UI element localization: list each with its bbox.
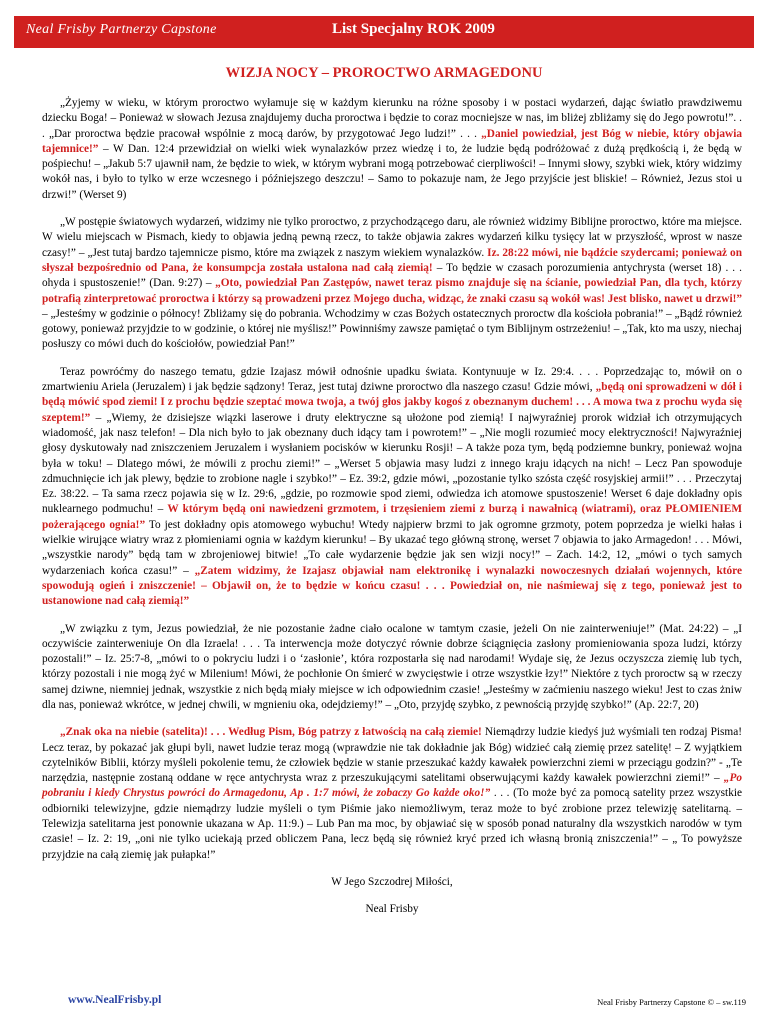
p5-text-b: Niemądrzy ludzie kiedyś już wyśmiali ten rodzaj Pisma! Lecz teraz, by pokazać jak głupi byli, nawet ludzie teraz mogą (wprawdzie nie tak dokładnie jak Bóg) widzieć całą ziemię przez satelitę! – Z wyjątkiem czytelników Biblii, którzy myśleli pokolenie temu, że człowiek będzie w stanie przeszukać każdy kawałek powierzchni ziemi w przeciągu godzin?” - „Te narzędzia, następnie zostaną oddane w ręce antychrysta wraz z przeszukującymi satelitami obserwującymi każdy kawałek powierzchni ziemi!” – — [42, 726, 742, 785]
p2-highlight-1: Iz. 28:22 mówi, nie bądźcie szydercami; ponieważ on słyszał bezpośrednio od Pana, że konsumpcja została ustalona nad całą ziemią! — [42, 246, 742, 274]
p2-text-c: – To będzie w czasach porozumienia antychrysta (werset 18) . . . ohyda i spustoszenie!” (Dan. 9:27) – — [42, 261, 742, 290]
paragraph-1 — [42, 96, 742, 203]
p5-highlight-2: „Po pobraniu i kiedy Chrystus powróci do Armagedonu, Ap . 1:7 mówi, że zobaczy Go każde oko!” — [42, 772, 742, 800]
p3-text-a: Teraz powróćmy do naszego tematu, gdzie Izajasz mówił odnośnie upadku świata. Kontynuuje w Iz. 29:4. . . . Poprzedzając to, mówił on o zmartwieniu Ariela (Jeruzalem) i jak będzie sądzony! Teraz, jest tutaj dziwne proroctwo dla naszego czasu! Gdzie mówi, — [42, 365, 742, 394]
closing-block — [42, 875, 742, 917]
p2-text-e: – „Jesteśmy w godzinie o północy! Zbliżamy się do pobrania. Wchodzimy w czas Bożych ostatecznych proroctw dla kościoła pobrania!” – „Bądź również gotowy, ponieważ przyjdzie to w godzinie, o której nie myślisz!” Powinniśmy zawsze pamiętać o tym Biblijnym ostrzeżeniu! – „Tak, kto ma uszy, niechaj posłuszy co mówi duch do kościołów, powiedział Pan!” — [42, 307, 742, 351]
paragraph-5 — [42, 725, 742, 863]
paragraph-4 — [42, 622, 742, 714]
letter-body — [42, 96, 742, 929]
website-link[interactable]: www.NealFrisby.pl — [68, 994, 162, 1006]
header-banner — [14, 16, 754, 48]
brand-name: Neal Frisby Partnerzy Capstone — [26, 22, 217, 37]
p3-text-e: To jest dokładny opis atomowego wybuchu! Wtedy najpierw brzmi to jak ogromne grzmoty, potem poprzedza je wielki hałas i wielkie wirujące wiatry wraz z płomieniami ognia w każdym kierunku! – By ukazać tego główną stronę, werset 7 objawia to jako Armagedon! . . . Mówi, „wszystkie narody” będą tam w zbrojeniowej bitwie! „To całe wydarzenie będzie jak sen wizji nocy!” – Zach. 14:2, 12, „mówi o tych samych wydarzeniach końca czasu!” – — [42, 518, 742, 577]
footer-credit: Neal Frisby Partnerzy Capstone © – sw.119 — [597, 997, 746, 1007]
p2-text-a: „W postępie światowych wydarzeń, widzimy nie tylko proroctwo, z przychodzącego daru, ale również widzimy Biblijne proroctwo, które ma miejsce. W wielu miejscach w Pismach, kiedy to objawia jedną pewną rzecz, to także objawia zakres wydarzeń kilku tysięcy lat w przyszłość, wprost w nasze czasy!” – „Jest tutaj bardzo tajemnicze pismo, które ma związek z naszym wiekiem wynalazków. — [42, 216, 742, 259]
letter-title: List Specjalny ROK 2009 — [332, 21, 495, 37]
p3-text-c: – „Wiemy, że dzisiejsze wiązki laserowe i druty elektryczne są ułożone pod ziemią! I najwyraźniej prorok widział ich otrzymujących wiadomość, jak nasz telefon! – Dla nich było to jak obeznany duch idący tam i powrotem!” – „Nie mogli rozumieć mocy elektryczności! Najwyraźniej głosy dyskutowały nad zniszczeniem Jeruzalem i wysłaniem pocisków w kierunku Rosji! – A także poza tym, będą podziemne bunkry, ponieważ wojna była w toku! – Dlatego mówi, że mówili z prochu ziemi!” – „Werset 5 objawia masy ludzi z innego kraju idących na nich! – Lecz Pan spowoduje zdmuchnięcie ich jak plewy, będzie to zrobione nagle i szybko!” – Ez. 39:2, gdzie mówi, „pozostanie tylko szósta część rosyjskiej armii!” . . . Przeczytaj Ez. 38:22. – Ta sama rzecz pojawia się w Iz. 29:6, „gdzie, po rozmowie spod ziemi, odwiedza ich atomowe spustoszenie! Werset 6 daje dokładny opis nuklearnego podmuchu! – — [42, 411, 742, 516]
closing-salutation: W Jego Szczodrej Miłości, — [331, 875, 453, 888]
p1-text-a: „Żyjemy w wieku, w którym proroctwo wyłamuje się w każdym kierunku na różne sposoby i w postaci wydarzeń, dając światło prawdziwemu dziecku Boga! – Ponieważ w słowach Jezusa znajdujemy ducha proroctwa i będzie to coraz mocniejsze w nas, im bliżej zbliżamy się do Jego powrotu!”. . . „Dar proroctwa będzie pracował wspólnie z mocą darów, by przygotować Jego ludzi!” . . . — [42, 97, 742, 140]
p1-highlight: „Daniel powiedział, jest Bóg w niebie, który objawia tajemnice!” — [42, 127, 742, 155]
p1-text-c: – W Dan. 12:4 przewidział on wielki wiek wynalazków przez wiedzę i to, że ludzie będą podróżować z dużą prędkością i, że będą w pośpiechu! – „Jakub 5:7 ujawnił nam, że będzie to wiek, w którym wybrani mogą potrzebować cierpliwości! – Innymi słowy, szybki wiek, który widzimy wokół nas, i było to tylko w erze wczesnego i późniejszego deszczu! – Samo to pokazuje nam, że Jego przyjście jest bliskie! – Również, Jezus stoi u drzwi!” (Werset 9) — [42, 142, 742, 201]
p4-text-a: „W związku z tym, Jezus powiedział, że nie pozostanie żadne ciało ocalone w tamtym czasie, jeżeli On nie zainterweniuje!” (Mat. 24:22) – „I oczywiście zainterweniuje On dla Izraela! . . . Ta interwencja może dotyczyć równie dobrze ściągnięcia zasłony promieniowania spoza ludzi, którzy pozostali!” – Iz. 25:7-8, „mówi to o pokryciu ludzi i o ‘zasłonie’, która rozpostarła się nad narodami! Wydaje się, że Jezus oczyszcza ziemię lub tych, którzy pozostali i nie mogą żyć w Milenium! Mówi, że pochłonie On śmierć w zwycięstwie i otrze wszystkie łzy!” Niektóre z tych proroctw są w rzeczy samej dziwne, niemniej jednak, wszystkie z nich będą miały miejsce w ich odpowiednim czasie! „Jesteśmy w zaćmieniu naszego wieku! Jest to czas żniw dla nas, ponieważ wkrótce, w jednej chwili, w mgnieniu oka, odejdziemy!” – „Oto, przyjdę szybko, z pewnością przyjdę szybko!” (Ap. 22:7, 20) — [42, 622, 742, 711]
p3-highlight-1: „będą oni sprowadzeni w dół i będą mówić spod ziemi! I z prochu będzie szeptać mowa twoja, a twój głos jakby kogoś z obeznanym duchem! . . . A mowa twa z prochu wyda się szeptem!” — [42, 381, 742, 424]
paragraph-3 — [42, 365, 742, 610]
page-title: WIZJA NOCY – PROROCTWO ARMAGEDONU — [225, 65, 543, 81]
p2-highlight-2: „Oto, powiedział Pan Zastępów, nawet teraz pismo znajduje się na ścianie, powiedział Pan, dla tych, którzy potrafią zinterpretować proroctwa i którzy są prowadzeni przez Mojego ducha, widząc, że znaki czasu są wokół was! Jest blisko, nawet u drzwi!” — [42, 277, 742, 305]
p3-highlight-3: „Zatem widzimy, że Izajasz objawiał nam elektronikę i wynalazki nowoczesnych działań wojennych, które spowodują ogień i zniszczenie! – Objawił on, że to będzie w końcu czasu! . . . Powiedział on, nie naśmiewaj się z tego, ponieważ jest to ustanowione nad całą ziemią!” — [42, 564, 742, 608]
p5-highlight-1: „Znak oka na niebie (satelita)! . . . Według Pism, Bóg patrzy z łatwością na całą ziemie! — [60, 726, 482, 739]
p3-highlight-2: W którym będą oni nawiedzeni grzmotem, i trzęsieniem ziemi z burzą i nawałnicą (wiatrami), oraz PŁOMIENIEM pożerającego ognia!” — [42, 503, 742, 531]
signature-name: Neal Frisby — [365, 902, 419, 915]
paragraph-2 — [42, 215, 742, 353]
p5-text-d: . . . (To może być za pomocą satelity przez wszystkie odbiorniki telewizyjne, gdzie niemądrzy ludzie myśleli o tym Piśmie jako niemożliwym, teraz może to być zrobione przez telewizję satelitarną. – Telewizja satelitarna jest ponownie ukazana w Ap. 11:9.) – Lub Pan ma moc, by objawiać się w sposób ponad naturalny dla wszystkich narodów w tym czasie! – Iz. 2: 19, „oni nie tylko uciekają przed obliczem Pana, lecz będą się również kryć przed ich własną bronią zniszczenia!” – „ To powyższe przyjdzie na całą ziemię jak pułapka!” — [42, 787, 742, 861]
